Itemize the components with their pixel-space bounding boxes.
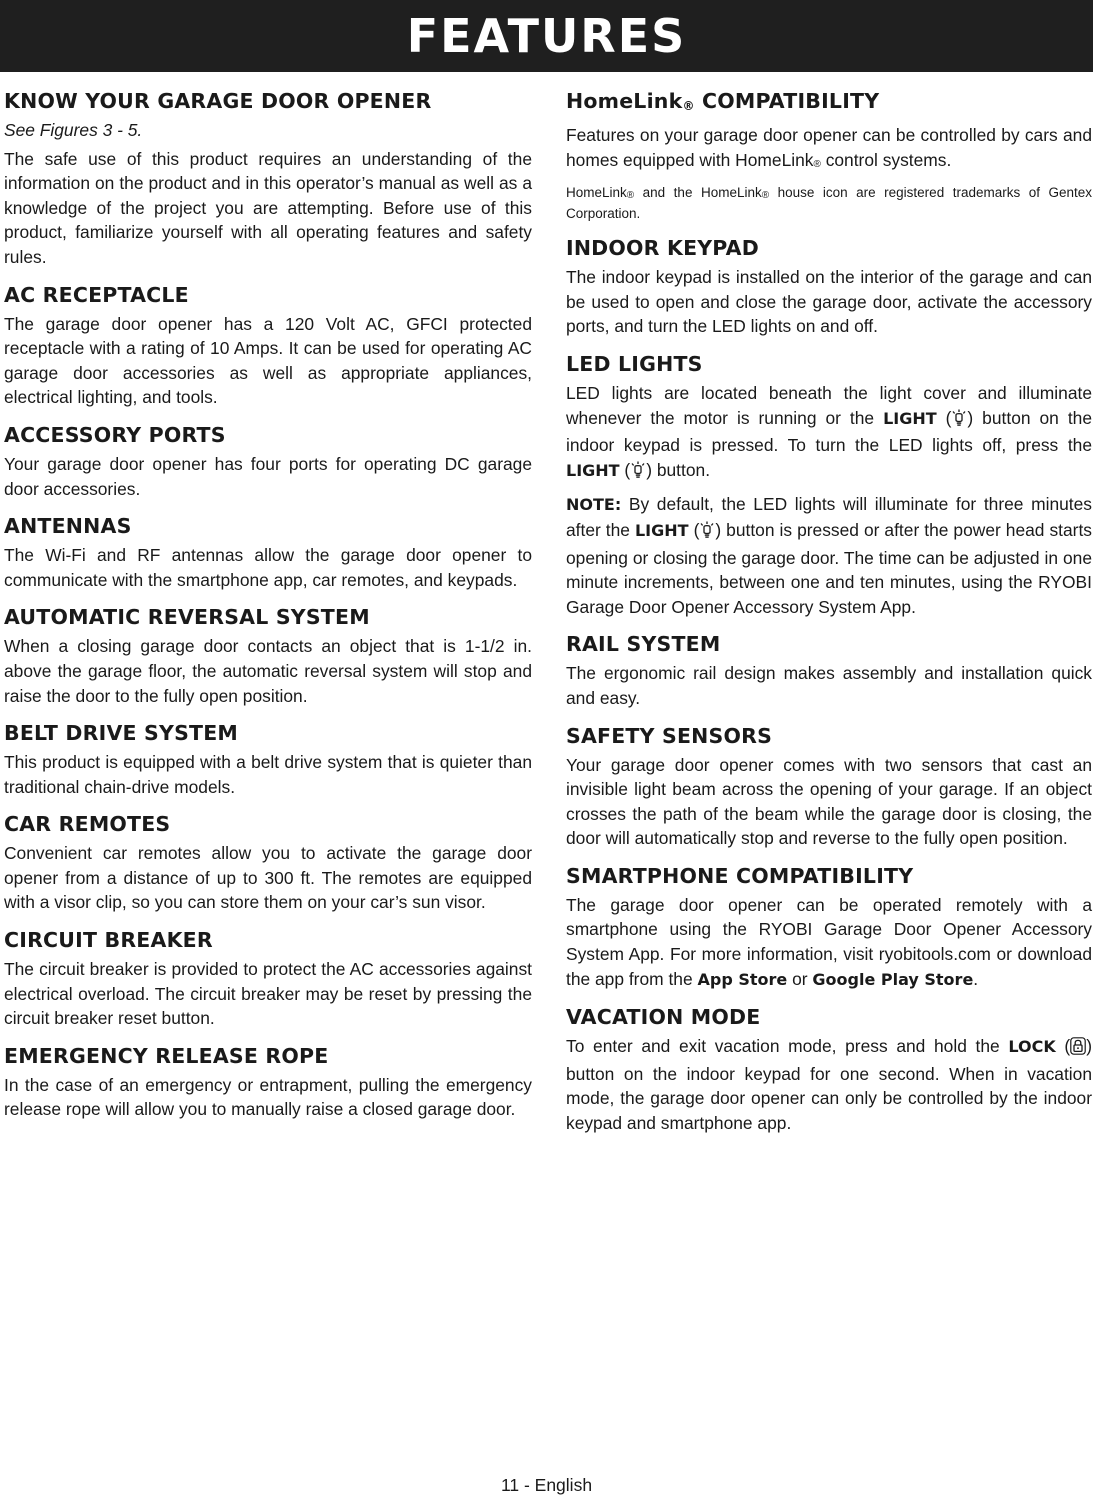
heading-ac-receptacle: AC RECEPTACLE	[4, 282, 189, 307]
heading-belt-drive: BELT DRIVE SYSTEM	[4, 721, 239, 746]
page-footer	[0, 1473, 1093, 1496]
trademark-note-text: and the HomeLink	[634, 185, 762, 201]
homelink-body	[566, 123, 1092, 177]
heading-smartphone: SMARTPHONE COMPATIBILITY	[566, 863, 914, 888]
emergency-rope-body: In the case of an emergency or entrapment, pulling the emergency release rope will allow you to manually raise a closed garage door.	[4, 1074, 532, 1120]
heading-know-your-opener: KNOW YOUR GARAGE DOOR OPENER	[4, 89, 432, 113]
know-your-opener-body: The safe use of this product requires an understanding of the information on the product and in this operator’s manual as well as a knowledge of the project you are attempting. Before use of this product, familiarize yourself with all operating features and safety rules.	[4, 148, 532, 267]
led-text: (	[619, 459, 631, 480]
section-emergency-rope	[4, 1043, 532, 1122]
section-belt-drive	[4, 720, 532, 799]
app-store-label: App Store	[697, 969, 788, 989]
vacation-text: ) button on the indoor keypad for one second. When in vacation mode, the garage door opener can only be controlled by the indoor keypad and smartphone app.	[566, 1036, 1092, 1134]
page-number: 11 - English	[500, 1475, 593, 1495]
lock-button-label: LOCK	[1008, 1037, 1056, 1057]
light-button-label: LIGHT	[883, 408, 937, 428]
section-indoor-keypad	[566, 235, 1092, 339]
led-text: ) button.	[646, 459, 711, 480]
vacation-text: (	[1055, 1036, 1071, 1057]
heading-car-remotes: CAR REMOTES	[4, 812, 171, 837]
led-note-text: By default, the LED lights will illuminate for three minutes after the	[566, 494, 1092, 540]
led-note-text: (	[688, 519, 700, 540]
figures-reference: See Figures 3 - 5.	[4, 120, 143, 140]
section-smartphone	[566, 863, 1092, 992]
homelink-title-rest: COMPATIBILITY	[694, 89, 880, 113]
ac-receptacle-body: The garage door opener has a 120 Volt AC, GFCI protected receptacle with a rating of 10 Amps. It can be used for operating AC garage door accessories as well as appropriate appliances, electrical lighting, and tools.	[4, 313, 532, 408]
heading-circuit-breaker: CIRCUIT BREAKER	[4, 928, 213, 953]
section-led-lights	[566, 351, 1092, 619]
section-vacation-mode	[566, 1004, 1092, 1135]
section-know-your-opener	[4, 88, 532, 270]
page-title: FEATURES	[406, 9, 687, 63]
smartphone-text: or	[787, 968, 813, 989]
vacation-text: To enter and exit vacation mode, press and hold the	[566, 1036, 1009, 1057]
led-text: (	[936, 407, 952, 428]
section-ac-receptacle	[4, 282, 532, 410]
homelink-body-text: Features on your garage door opener can be controlled by cars and homes equipped with HomeLink	[566, 125, 1092, 170]
left-column	[4, 88, 532, 1129]
trademark-note-text: house icon are registered trademarks of Gentex Corporation.	[566, 185, 1092, 222]
registered-mark: ®	[626, 190, 635, 202]
light-bulb-icon	[630, 461, 646, 486]
heading-antennas: ANTENNAS	[4, 514, 132, 539]
led-text: ) button on the indoor keypad is pressed. To turn the LED lights off, press the	[566, 407, 1092, 456]
section-circuit-breaker	[4, 927, 532, 1031]
safety-sensors-body: Your garage door opener comes with two sensors that cast an invisible light beam across the opening of your garage. If an object crosses the path of the beam while the garage door is closing, the door will automatically stop and reverse to the fully open position.	[566, 754, 1092, 849]
indoor-keypad-body: The indoor keypad is installed on the interior of the garage and can be used to open and close the garage door, activate the accessory ports, and turn the LED lights on and off.	[566, 267, 1092, 337]
car-remotes-body: Convenient car remotes allow you to activate the garage door opener from a distance of up to 300 ft. The remotes are equipped with a visor clip, so you can store them on your car’s sun visor.	[4, 843, 532, 913]
vacation-mode-body	[566, 1034, 1092, 1135]
google-play-store-label: Google Play Store	[812, 969, 974, 989]
page-title-banner	[0, 0, 1093, 72]
heading-accessory-ports: ACCESSORY PORTS	[4, 422, 226, 447]
led-text: LED lights are located beneath the light cover and illuminate whenever the motor is running or the	[566, 382, 1092, 428]
heading-automatic-reversal: AUTOMATIC REVERSAL SYSTEM	[4, 605, 370, 630]
light-button-label: LIGHT	[634, 520, 689, 540]
heading-safety-sensors: SAFETY SENSORS	[566, 723, 773, 748]
registered-mark: ®	[761, 190, 770, 202]
section-accessory-ports	[4, 422, 532, 501]
led-note-text: ) button is pressed or after the power head starts opening or closing the garage door. The time can be adjusted in one minute increments, between one and ten minutes, using the RYOBI Garage Door Opener Accessory System App.	[566, 519, 1092, 617]
heading-rail-system: RAIL SYSTEM	[566, 632, 721, 657]
note-label: NOTE:	[566, 495, 622, 515]
smartphone-text: The garage door opener can be operated remotely with a smartphone using the RYOBI Garage Door Opener Accessory System App. For more information, visit ryobitools.com or download the app from the	[566, 894, 1092, 989]
homelink-body-text: control systems.	[820, 149, 952, 170]
section-car-remotes	[4, 811, 532, 915]
led-lights-body	[566, 381, 1092, 485]
light-bulb-icon	[951, 409, 967, 434]
section-automatic-reversal	[4, 604, 532, 708]
led-lights-note	[566, 492, 1092, 619]
smartphone-body	[566, 893, 1092, 992]
heading-homelink	[566, 88, 1092, 119]
accessory-ports-body: Your garage door opener has four ports for operating DC garage door accessories.	[4, 453, 532, 499]
homelink-title-brand: HomeLink	[566, 89, 683, 113]
registered-mark: ®	[682, 99, 695, 113]
section-homelink	[566, 88, 1092, 223]
registered-mark: ®	[813, 158, 821, 170]
automatic-reversal-body: When a closing garage door contacts an object that is 1-1/2 in. above the garage floor, the automatic reversal system will stop and raise the door to the fully open position.	[4, 636, 532, 706]
smartphone-text: .	[973, 968, 979, 989]
section-rail-system	[566, 631, 1092, 710]
antennas-body: The Wi-Fi and RF antennas allow the garage door opener to communicate with the smartphone app, car remotes, and keypads.	[4, 545, 532, 590]
light-bulb-icon	[699, 521, 715, 546]
trademark-note-text: HomeLink	[566, 185, 627, 201]
circuit-breaker-body: The circuit breaker is provided to protect the AC accessories against electrical overload. The circuit breaker may be reset by pressing the circuit breaker reset button.	[4, 959, 532, 1029]
heading-indoor-keypad: INDOOR KEYPAD	[566, 236, 759, 261]
light-button-label: LIGHT	[566, 460, 620, 480]
right-column	[566, 88, 1092, 1143]
lock-icon	[1070, 1037, 1086, 1062]
heading-vacation-mode: VACATION MODE	[566, 1005, 761, 1030]
rail-system-body: The ergonomic rail design makes assembly and installation quick and easy.	[566, 663, 1092, 708]
heading-led-lights: LED LIGHTS	[566, 351, 703, 376]
belt-drive-body: This product is equipped with a belt drive system that is quieter than traditional chain-drive models.	[4, 752, 532, 797]
section-antennas	[4, 513, 532, 592]
heading-emergency-rope: EMERGENCY RELEASE ROPE	[4, 1043, 329, 1068]
section-safety-sensors	[566, 723, 1092, 851]
homelink-trademark-note	[566, 184, 1092, 223]
